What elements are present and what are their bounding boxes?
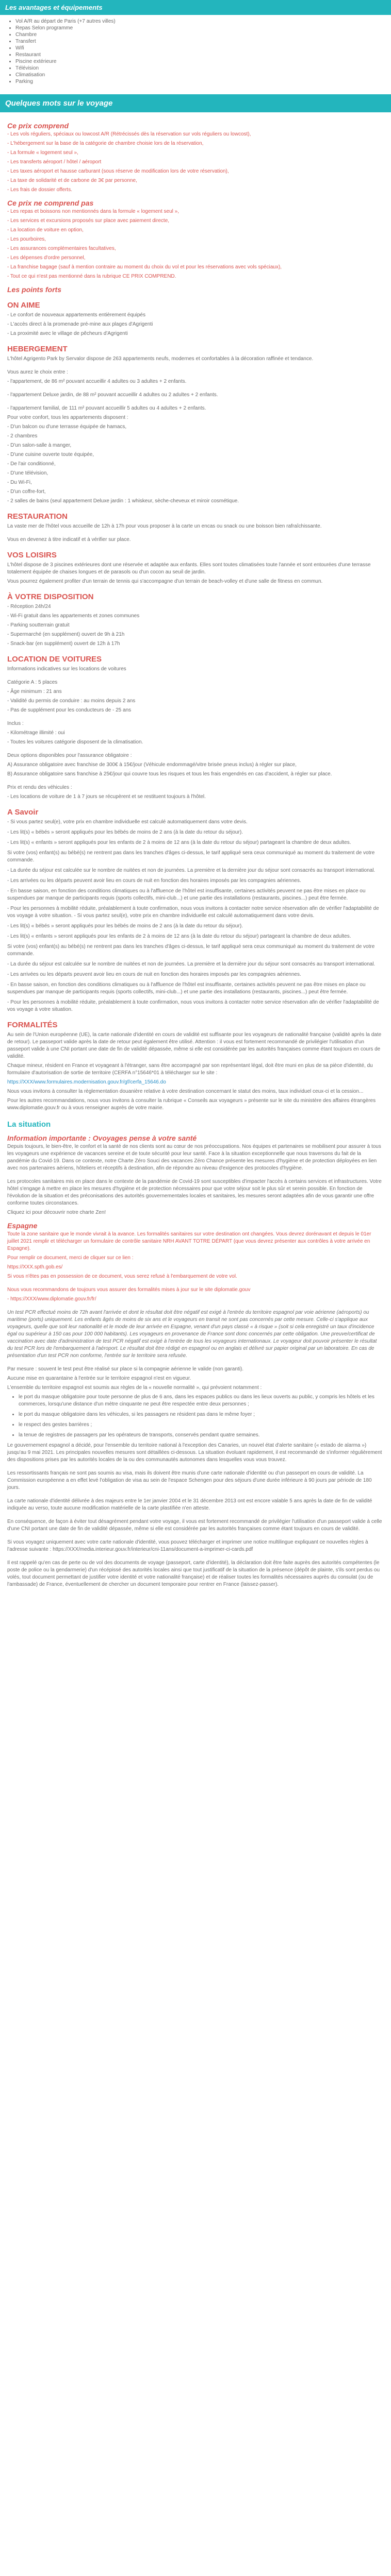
- closing-text: La carte nationale d'identité délivrée à des majeurs entre le 1er janvier 2004 et le 31 décembre 2013 ont est encore valable 5 ans après la date de fin de validité indiquée au verso, toute aucune modification matérielle de la carte plastifiée n'en atteste.: [7, 1498, 372, 1511]
- insurance-option: A) Assurance obligatoire avec franchise de 300€ à 15€/jour (Véhicule endommagé/vitre brisée pneus inclus) à régler sur place,: [7, 762, 297, 768]
- included-line: - La formule « logement seul »,: [7, 150, 78, 156]
- details-banner: Quelques mots sur le voyage: [0, 94, 391, 112]
- restaurant-title: RESTAURATION: [7, 512, 68, 521]
- good-to-know-line: - La durée du séjour est calculée sur le nombre de nuitées et non de journées. La première et la dernière jour du séjour sont consacrés au transport international.: [7, 961, 376, 967]
- service-line: - Snack-bar (en supplément) ouvert de 12h à 17h: [7, 641, 120, 647]
- good-to-know-line: - Les lit(s) « enfants » seront appliqués pour les enfants de 2 à moins de 12 ans (à la date du retour du séjour) partageant la chambre de deux adultes.: [7, 840, 351, 845]
- not-included-title: Ce prix ne comprend pas: [7, 199, 94, 207]
- not-included-list: [7, 208, 384, 280]
- equipment-title: Pour votre confort, tous les appartements disposent :: [7, 415, 128, 420]
- spain-link[interactable]: https://XXX.spth.gob.es/: [7, 1264, 63, 1270]
- included-line: - Les transferts aéroport / hôtel / aéroport: [7, 159, 102, 165]
- spain-title: Espagne: [7, 1222, 38, 1230]
- insurance-option: B) Assurance obligatoire sans franchise à 25€/jour qui couvre tous les risques et tous les frais engendrés en cas d'accident, à régler sur place.: [7, 771, 332, 777]
- advantage-item: • Repas Selon programme: [15, 25, 384, 31]
- accommodation-title: HEBERGEMENT: [7, 345, 68, 353]
- equipment-line: - 2 chambres: [7, 433, 38, 439]
- not-included-line: - Les services et excursions proposés sur place avec paiement directe,: [7, 218, 170, 224]
- advantage-item: • Restaurant: [15, 52, 384, 58]
- formalities-link[interactable]: https://XXX/www.formulaires.modernisation.gouv.fr/gf/cerfa_15646.do: [7, 1079, 166, 1085]
- good-to-know-line: - En basse saison, en fonction des conditions climatiques ou à l'affluence de l'hôtel est insuffisante, certaines activités peuvent ne pas être mises en place ou suspendues par manque de participants requis (sports collectifs, mini-club...) et une partie des installations (restaurants, piscines...) peut être fermée.: [7, 982, 366, 995]
- spain-link[interactable]: - https://XXX/www.diplomatie.gouv.fr/fr/: [7, 1296, 96, 1302]
- advantage-item: • Climatisation: [15, 72, 384, 78]
- leisure-title: VOS LOISIRS: [7, 551, 57, 560]
- advantages-banner: Les avantages et équipements: [0, 0, 391, 15]
- good-to-know-line: - Les arrivées ou les départs peuvent avoir lieu en cours de nuit en fonction des horaires imposés par les compagnies aériennes.: [7, 972, 301, 977]
- included-title: Ce prix comprend: [7, 122, 69, 130]
- on-aime-line: - La proximité avec le village de pêcheurs d'Agrigenti: [7, 331, 128, 336]
- insurance-intro: Deux options disponibles pour l'assurance obligatoire :: [7, 753, 132, 758]
- not-included-line: - La franchise bagage (sauf à mention contraire au moment du choix du vol et pour les réservations avec vols spéciaux),: [7, 264, 282, 270]
- advantage-item: • Piscine extérieure: [15, 58, 384, 65]
- equipment-line: - D'un balcon ou d'une terrasse équipée de hamacs,: [7, 424, 127, 430]
- equipment-line: - D'un coffre-fort,: [7, 489, 46, 495]
- closing-text: Les ressortissants français ne sont pas soumis au visa, mais ils doivent être munis d'une carte nationale d'identité ou d'un passeport en cours de validité. La Commission européenne a en effet levé l'obligation de visa au sein de l'espace Schengen pour des séjours d'une durée inférieure à 90 jours par période de 180 jours.: [7, 1470, 372, 1490]
- good-to-know-line: Si votre (vos) enfant(s) au bébé(s) ne rentrent pas dans les tranches d'âges ci-dessus, le tarif appliqué sera ceux communiqué au moment du traitement de votre commande.: [7, 944, 375, 957]
- rule-item: • le respect des gestes barrières ;: [19, 1421, 384, 1429]
- advantage-item: • Chambre: [15, 31, 384, 38]
- closing-text: Si vous voyagez uniquement avec votre carte nationale d'identité, vous pouvez télécharger et imprimer une notice multilingue expliquant ce nouvelles règles à l'adresse suivante : https://XXX/media.interieur.gouv.fr/interieur/cni-11ans/document-a-imprimer-ci-cards.pdf: [7, 1539, 368, 1552]
- closing-text: Le gouvernement espagnol a décidé, pour l'ensemble du territoire national à l'exception des Canaries, un nouvel état d'alerte sanitaire (« estado de alarma ») jusqu'au 9 mai 2021. Les principales nouvelles mesures sont détaillées ci-dessous. La situation évoluant rapidement, il est recommandé de s'informer régulièrement des dispositions prises par les autorités locales de la ou des communautés autonomes dans lesquelles vous vous trouvez.: [7, 1443, 382, 1463]
- good-to-know-line: - Les lit(s) « bébés » seront appliqués pour les bébés de moins de 2 ans (à la date du retour du séjour).: [7, 829, 243, 835]
- advantage-item: • Parking: [15, 78, 384, 85]
- advantages-list-section: [0, 15, 391, 87]
- equipment-line: - 2 salles de bains (seul appartement Deluxe jardin : 1 whiskeur, sèche-cheveux et miroir cosmétique.: [7, 498, 239, 504]
- spain-text: Par mesure : souvent le test peut être réalisé sur place si la compagnie aérienne le valide (non garanti).: [7, 1366, 244, 1372]
- equipment-line: - D'une télévision,: [7, 470, 48, 476]
- car-rental-line: - Pas de supplément pour les conducteurs de - 25 ans: [7, 707, 132, 713]
- price-line: - Les locations de voiture de 1 à 7 jours se récupèrent et se restituent toujours à l'hôtel.: [7, 794, 206, 800]
- advantage-item: • Transfert: [15, 38, 384, 45]
- good-to-know-list: [7, 819, 384, 1013]
- included-list: [7, 131, 384, 194]
- not-included-line: - Les dépenses d'ordre personnel,: [7, 255, 86, 261]
- spain-text: Un test PCR effectué moins de 72h avant l'arrivée et dont le résultat doit être négatif est exigé à l'entrée du territoire espagnol par voie aérienne (aéroports) ou maritime (ports) uniquement. Les enfants âgés de moins de six ans et le voyageurs en transit ne sont pas concernés par cette mesure. Celle-ci s'applique aux voyageurs, quelle que soit leur nationalité et le mode de leur arrivée en Espagne, venant d'un pays classé « à risque » (soit si cela enregistré un taux d'incidence égal ou supérieur à 150 cas pour 100 000 habitants). Les voyageurs en provenance de France sont donc concernés par cette obligation. Une preuve/certificat de vaccination avec date d'administration de test PCR négatif est exigé à l'entrée de tous les voyageurs internationaux. Le voyageur doit pouvoir présenter le résultat du test PCR lors de l'embarquement à l'aéroport. Le résultat doit être rédigé en espagnol ou en anglais et délivré sur papier original par un laboratoire. En cas de présentation d'un test PCR non conforme, l'entrée sur le territoire sera refusée.: [7, 1310, 377, 1359]
- spain-text: Toute la zone sanitaire que le monde vivrait à la avance. Les formalités sanitaires sur votre destination ont changées. Vous devrez dorénavant et depuis le 01er juillet 2021 remplir et télécharger un formulaire de contrôle sanitaire NRH AVANT TOTRE DÉPART (que vous devrez présenter aux contrôles à votre arrivée en Espagne).: [7, 1231, 371, 1251]
- good-to-know-line: - En basse saison, en fonction des conditions climatiques ou à l'affluence de l'hôtel est insuffisante, certaines activités peuvent ne pas être mises en place ou suspendues par manque de participants requis (sports collectifs, mini-club...) et une partie des installations (restaurants, piscines...) peut être fermée.: [7, 888, 366, 901]
- good-to-know-line: - Les arrivées ou les départs peuvent avoir lieu en cours de nuit en fonction des horaires imposés par les compagnies aériennes.: [7, 878, 301, 884]
- details-content: [0, 112, 391, 1596]
- situation-title: La situation: [7, 1120, 51, 1129]
- formalities-text: Au sein de l'Union européenne (UE), la carte nationale d'identité en cours de validité est suffisante pour les voyageurs de nationalité française (validité après la date de retour). Le passeport valide après la date de retour peut également être utilisé. Attention : il vous est fortement recommandé de privilégier l'utilisation d'un passeport valide à une CNI portant une date de fin de validité dépassée, même si elle est considérée par les autorités françaises comme étant toujours en cours de validité.: [7, 1032, 382, 1059]
- service-line: - Réception 24h/24: [7, 604, 51, 609]
- formalities-title: FORMALITÉS: [7, 1021, 58, 1029]
- service-line: - Wi-Fi gratuit dans les appartements et zones communes: [7, 613, 140, 619]
- closing-text: En conséquence, de façon à éviter tout désagrément pendant votre voyage, il vous est fortement recommandé de privilégier l'utilisation d'un passeport valide à celle d'une CNI portant une date de fin de validité dépassée, même si elle est considérée par les autorités françaises comme étant toujours en cours de validité.: [7, 1519, 382, 1532]
- included-line: - L'hébergement sur la base de la catégorie de chambre choisie lors de la réservation,: [7, 141, 204, 146]
- rules-list: [7, 1394, 384, 1439]
- situation-subtitle: Information importante : Ovoyages pense à votre santé: [7, 1134, 197, 1142]
- equipment-line: - Du Wi-Fi,: [7, 480, 32, 485]
- car-included-line: - Kilométrage illimité : oui: [7, 730, 65, 736]
- equipment-line: - D'un salon-salle à manger,: [7, 443, 72, 448]
- car-rental-subtitle: Informations indicatives sur les locations de voitures: [7, 666, 126, 672]
- price-intro: Prix et rendu des véhicules :: [7, 785, 72, 790]
- car-category: Catégorie A : 5 places: [7, 680, 58, 685]
- on-aime-line: - Le confort de nouveaux appartements entièrement équipés: [7, 312, 145, 318]
- rule-item: • le port du masque obligatoire dans les véhicules, si les passagers ne résident pas dans le même foyer ;: [19, 1411, 384, 1418]
- restaurant-text: Vous en devenez à titre indicatif et à vérifier sur place.: [7, 537, 131, 543]
- rule-item: • le port du masque obligatoire pour toute personne de plus de 6 ans, dans les espaces publics ou dans les lieux ouverts au public, y compris les hôtels et les commerces, lorsqu'une distance d'un mètre cinquante ne peut être respectée entre deux personnes ;: [19, 1394, 384, 1408]
- room-line: - l'appartement familial, de 111 m² pouvant accueillir 5 adultes ou 4 adultes + 2 enfants.: [7, 405, 206, 411]
- on-aime-line: - L'accès direct à la promenade pré-mine aux plages d'Agrigenti: [7, 321, 153, 327]
- included-line: - Les taxes aéroport et hausse carburant (sous réserve de modification lors de votre réservation),: [7, 168, 229, 174]
- charter-link[interactable]: Cliquez ici pour découvrir notre charte Zen!: [7, 1210, 106, 1215]
- leisure-text: Vous pourrez également profiter d'un terrain de tennis qui s'accompagne d'un terrain de beach-volley et d'une salle de fitness en commun.: [7, 579, 323, 584]
- good-to-know-line: - Pour les personnes à mobilité réduite, préalablement à toute confirmation, nous vous invitons à contacter notre service réservation afin de vérifier l'adaptabilité de vos voyage à votre situation. - Si vous partez seul(e), votre prix en chambre individuelle est calculé automatiquement dans votre devis.: [7, 906, 379, 919]
- not-included-line: - Les repas et boissons non mentionnés dans la formule « logement seul »,: [7, 209, 179, 214]
- good-to-know-line: - Pour les personnes à mobilité réduite, préalablement à toute confirmation, nous vous invitons à contacter notre service réservation afin de vérifier l'adaptabilité de vos voyage à votre situation.: [7, 999, 379, 1012]
- advantage-item: • Wifi: [15, 45, 384, 52]
- service-line: - Parking soutterrain gratuit: [7, 622, 70, 628]
- rooms-title: Vous aurez le choix entre :: [7, 369, 68, 375]
- services-title: À VOTRE DISPOSITION: [7, 592, 94, 601]
- rule-item: • la tenue de registres de passagers par les opérateurs de transports, conservés pendant quatre semaines.: [19, 1432, 384, 1439]
- not-included-line: - La location de voiture en option,: [7, 227, 84, 233]
- not-included-line: - Les pourboires,: [7, 236, 46, 242]
- included-line: - La taxe de solidarité et de carbone de 3€ par personne,: [7, 178, 137, 183]
- equipment-line: - De l'air conditionné,: [7, 461, 56, 467]
- car-included-title: Inclus :: [7, 721, 24, 726]
- good-to-know-line: - Les lit(s) « bébés » seront appliqués pour les bébés de moins de 2 ans (à la date du retour du séjour).: [7, 923, 243, 929]
- good-to-know-line: - Les lit(s) « enfants » seront appliqués pour les enfants de 2 à moins de 12 ans (à la date du retour du séjour) partageant la chambre de deux adultes.: [7, 934, 351, 939]
- spain-text: Pour remplir ce document, merci de cliquer sur ce lien :: [7, 1255, 134, 1261]
- advantage-item: • Télévision: [15, 65, 384, 72]
- restaurant-text: La vaste mer de l'hôtel vous accueille de 12h à 17h pour vous proposer à la carte un encas ou snack ou une boisson bien rafraîchissante.: [7, 523, 322, 529]
- room-line: - l'appartement Deluxe jardin, de 88 m² pouvant accueillir 4 adultes ou 2 adultes + 2 enfants.: [7, 392, 218, 398]
- accommodation-intro: L'hôtel Agrigento Park by Servalor dispose de 263 appartements neufs, modernes et confortables à la décoration raffinée et tendance.: [7, 356, 314, 362]
- spain-text: Nous vous recommandons de toujours vous assurer des formalités mises à jour sur le site diplomatie.gouv: [7, 1287, 251, 1293]
- formalities-text: Pour les autres recommandations, nous vous invitons à consulter la rubrique « Conseils aux voyageurs » présente sur le site du ministère des affaires étrangères www.diplomatie.gouv.fr ou à vous renseigner auprès de votre mairie.: [7, 1098, 376, 1111]
- good-to-know-line: - La durée du séjour est calculée sur le nombre de nuitées et non de journées. La première et la dernière jour du séjour sont consacrés au transport international.: [7, 868, 376, 873]
- good-to-know-title: A Savoir: [7, 808, 39, 817]
- car-included-line: - Toutes les voitures catégorie disposent de la climatisation.: [7, 739, 143, 745]
- formalities-text: Nous vous invitons à consulter la règlementation douanière relative à votre destination concernant le statut des moins, taux individuel ceux-ci et la cession...: [7, 1089, 364, 1094]
- advantages-list: [7, 18, 384, 85]
- car-rental-title: LOCATION DE VOITURES: [7, 655, 102, 664]
- good-to-know-line: - Si vous partez seul(e), votre prix en chambre individuelle est calculé automatiquement dans votre devis.: [7, 819, 248, 825]
- car-rental-line: - Validité du permis de conduire : au moins depuis 2 ans: [7, 698, 136, 704]
- room-line: - l'appartement, de 86 m² pouvant accueillir 4 adultes ou 3 adultes + 2 enfants.: [7, 379, 187, 384]
- included-line: - Les vols réguliers, spéciaux ou lowcost A/R (Rétrécissés dès la réservation sur vols réguliers ou lowcost),: [7, 131, 251, 137]
- closing-text: Il est rappelé qu'en cas de perte ou de vol des documents de voyage (passeport, carte d'identité), la déclaration doit être faite auprès des autorités compétentes (le poste de police ou la gendarmerie) d'un récépissé des autorités locales ainsi que tout justificatif de la situation de la présence (dépôt de plainte, s'ils sont perdus ou volés, tout document permettant de justifier votre identité et votre nationalité française) et de réaliser toutes les formalités nécessaires auprès du consulat (ou de l'ambassade) de France, éventuellement de chercher un document temporaire pour rentrer en France (laissez-passer).: [7, 1560, 380, 1587]
- service-line: - Supermarché (en supplément) ouvert de 9h à 21h: [7, 632, 125, 637]
- on-aime-title: ON AIME: [7, 301, 40, 310]
- leisure-text: L'hôtel dispose de 3 piscines extérieures dont une réservée et adaptée aux enfants. Elles sont toutes climatisées toute l'année et sont entourées d'une terrasse totalement équipée de chaises longues et de parasols ou d'un cocon au seuil de jardin.: [7, 562, 371, 575]
- spain-text: Aucune mise en quarantaine à l'entrée sur le territoire espagnol n'est en vigueur.: [7, 1376, 191, 1381]
- good-to-know-line: Si votre (vos) enfant(s) au bébé(s) ne rentrent pas dans les tranches d'âges ci-dessus, le tarif appliqué sera ceux communiqué au moment du traitement de votre commande.: [7, 850, 375, 863]
- not-included-line: - Tout ce qui n'est pas mentionné dans la rubrique CE PRIX COMPREND.: [7, 274, 176, 279]
- spain-text: Si vous n'êtes pas en possession de ce document, vous serez refusé à l'embarquement de votre vol.: [7, 1274, 237, 1279]
- advantage-item: • Vol A/R au départ de Paris (+7 autres villes): [15, 18, 384, 25]
- situation-text: Les protocoles sanitaires mis en place dans le contexte de la pandémie de Covid-19 sont susceptibles d'impacter l'accès à certains services et infrastructures. Votre hôtel s'engage à mettre en place les mesures d'hygiène et de protection nécessaires pour que votre séjour soit le plus sûr et serein possible. En fonction de l'évolution de la situation et des préconisations des autorités gouvernementales locales et sanitaires, les mesures seront adaptées afin de vous garantir une offre conforme toutes circonstances.: [7, 1179, 382, 1206]
- highlights-title: Les points forts: [7, 285, 62, 294]
- car-rental-line: - Âge minimum : 21 ans: [7, 689, 62, 694]
- equipment-line: - D'une cuisine ouverte toute équipée,: [7, 452, 94, 457]
- formalities-text: Chaque mineur, résident en France et voyageant à l'étranger, sans être accompagné par son représentant légal, doit être muni en plus de sa pièce d'identité, du formulaire d'autorisation de sortie de territoire (CERFA n°15646*01 à télécharger sur le site :: [7, 1063, 373, 1076]
- included-line: - Les frais de dossier offerts.: [7, 187, 72, 193]
- not-included-line: - Les assurances complémentaires facultatives,: [7, 246, 116, 251]
- situation-text: Depuis toujours, le bien-être, le confort et la santé de nos clients sont au cœur de nos préoccupations. Nos équipes et partenaires se mobilisent pour assurer à tous les voyageurs une expérience de vacances sereine et de toute sécurité pour leur santé. Face à la situation exceptionnelle que nous traversons du fait de la pandémie du Covid-19. Dans ce contexte, notre Charte Zéro Souci des vacances Zéro Chance présente les mesures d'hygiène et de protection déployées en lien avec nos partenaires aériens, hôteliers et réceptifs à destination, afin de répondre au niveau d'exigence des protocoles d'hygiène.: [7, 1144, 381, 1171]
- spain-text: L'ensemble du territoire espagnol est soumis aux règles de la « nouvelle normalité », qui prévoient notamment :: [7, 1385, 262, 1391]
